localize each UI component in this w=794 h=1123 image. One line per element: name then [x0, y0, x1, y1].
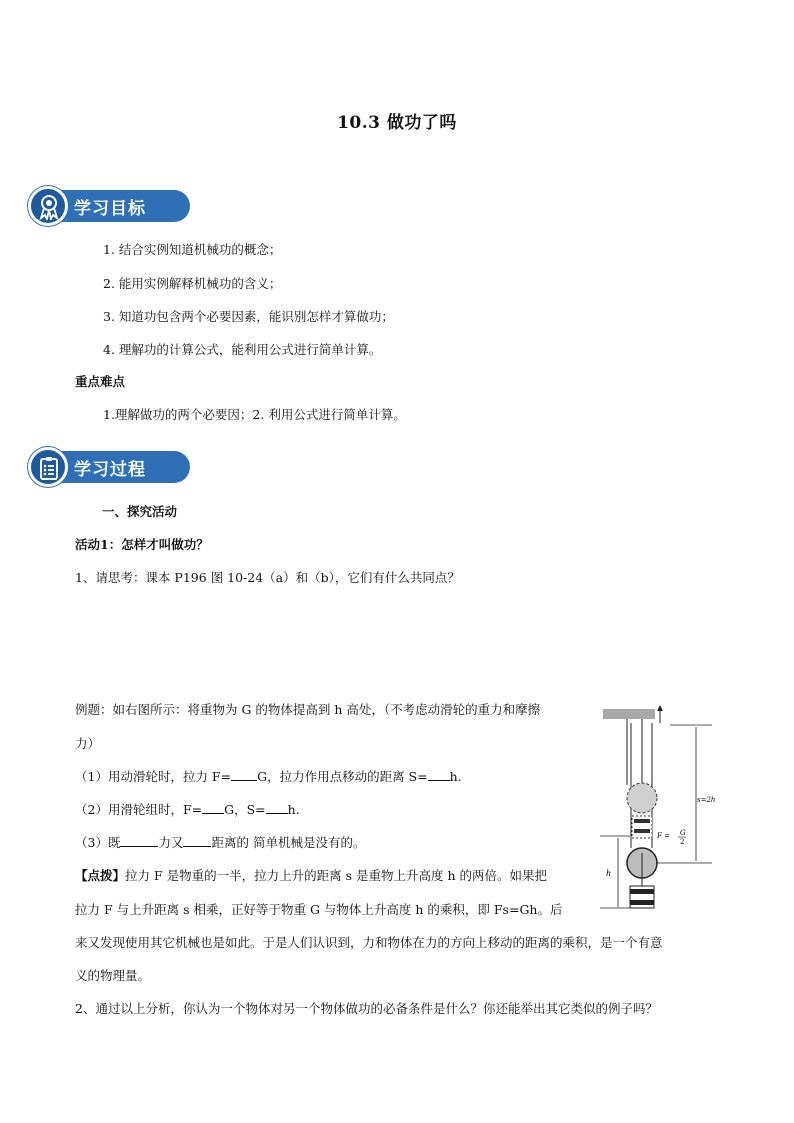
- blank-answer[interactable]: [202, 801, 224, 814]
- problem-3: [75, 833, 365, 851]
- tip-label: 【点拨】: [75, 868, 126, 883]
- page-title: 10.3 做功了吗: [337, 113, 457, 133]
- objective-item: 4. 理解功的计算公式，能利用公式进行简单计算。: [103, 342, 382, 357]
- example-text: 例题：如右图所示：将重物为 G 的物体提高到 h 高处，（不考虑动滑轮的重力和摩擦: [75, 702, 541, 717]
- weight-band: [634, 829, 650, 833]
- problem-text: （1）用动滑轮时，拉力 F=: [75, 769, 232, 784]
- banner-label: 学习目标: [74, 199, 146, 219]
- section-banner-process: [28, 447, 190, 487]
- key-points-heading: 重点难点: [75, 374, 126, 389]
- ceiling-support: [603, 709, 655, 719]
- tip-text: 拉力 F 是物重的一半，拉力上升的距离 s 是重物上升高度 h 的两倍。如果把: [125, 868, 547, 883]
- weight-band: [630, 889, 654, 894]
- problem-1: [75, 767, 462, 785]
- problem-text: （2）用滑轮组时，F=: [75, 802, 203, 817]
- award-medal-icon: [28, 186, 68, 226]
- problem-text: h.: [449, 769, 462, 784]
- clipboard-checklist-icon: [28, 447, 68, 487]
- blank-answer[interactable]: [183, 834, 211, 847]
- weight-band: [634, 819, 650, 823]
- label-g: G: [680, 829, 686, 837]
- tip-paragraph: [75, 866, 547, 884]
- label-two: 2: [680, 838, 685, 846]
- problem-text: 力又: [158, 835, 184, 850]
- blank-answer[interactable]: [266, 801, 288, 814]
- problem-text: 距离的 简单机械是没有的。: [211, 835, 366, 850]
- problem-text: h.: [287, 802, 300, 817]
- blank-answer[interactable]: [428, 768, 450, 781]
- problem-text: （3）既: [75, 835, 121, 850]
- objective-item: 2. 能用实例解释机械功的含义；: [103, 276, 282, 291]
- arrow-head: [657, 705, 663, 711]
- objective-item: 3. 知道功包含两个必要因素，能识别怎样才算做功；: [103, 309, 394, 324]
- example-text-cont: 力）: [75, 736, 101, 751]
- tip-text: 义的物理量。: [75, 968, 151, 983]
- pulley-dashed: [627, 783, 657, 813]
- question-2: 2、通过以上分析，你认为一个物体对另一个物体做功的必备条件是什么？你还能举出其它类似的例子吗？: [75, 1001, 658, 1016]
- key-points-text: 1.理解做功的两个必要因；2. 利用公式进行简单计算。: [103, 407, 406, 422]
- label-h: h: [606, 869, 612, 878]
- banner-label: 学习过程: [74, 460, 146, 480]
- problem-text: G，S=: [224, 802, 266, 817]
- label-s: s=2h: [697, 796, 716, 804]
- section-banner-objectives: [28, 186, 190, 226]
- pulley-diagram: [596, 703, 728, 913]
- activity-heading: 活动1：怎样才叫做功？: [75, 537, 209, 552]
- tip-text: 来又发现使用其它机械也是如此。于是人们认识到，力和物体在力的方向上移动的距离的乘积，是一个有意: [75, 935, 663, 950]
- section-heading: 一、探究活动: [102, 504, 178, 519]
- blank-answer[interactable]: [120, 834, 158, 847]
- problem-text: G，拉力作用点移动的距离 S=: [257, 769, 428, 784]
- question-1: 1、请思考：课本 P196 图 10-24（a）和（b），它们有什么共同点？: [75, 570, 460, 585]
- blank-answer[interactable]: [231, 768, 257, 781]
- problem-2: [75, 800, 300, 818]
- tip-text: 拉力 F 与上升距离 s 相乘，正好等于物重 G 与物体上升高度 h 的乘积，即 Fs=Gh。后: [75, 902, 563, 917]
- weight-band: [630, 900, 654, 905]
- objective-item: 1. 结合实例知道机械功的概念；: [103, 242, 282, 257]
- label-force: F =: [657, 832, 670, 840]
